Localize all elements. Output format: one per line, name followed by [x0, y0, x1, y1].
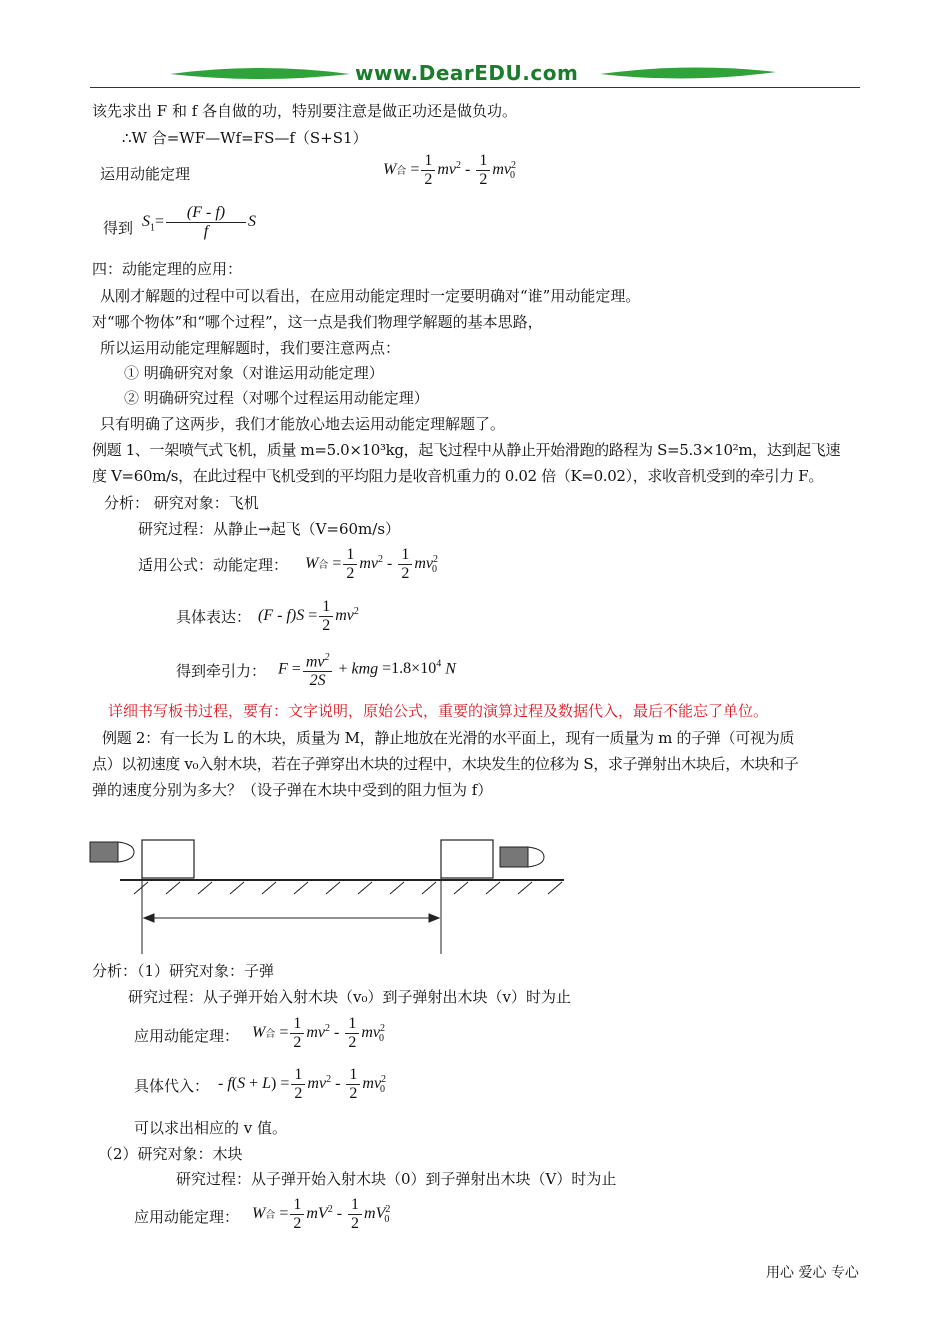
section-4-heading: 四：动能定理的应用： — [92, 260, 243, 278]
example-1-line-1: 例题 1、一架喷气式飞机，质量 m=5.0×10³kg，起飞过程中从静止开始滑跑的路程为 S=5.3×10²m，达到起飞速 — [92, 441, 841, 459]
list-item-1: ① 明确研究对象（对谁运用动能定理） — [124, 364, 384, 382]
bullet-block-diagram — [86, 832, 576, 958]
bullet-right — [500, 847, 544, 867]
text-line-4: 得到 — [103, 219, 134, 237]
analysis-b3: 应用动能定理： — [134, 1027, 240, 1045]
analysis-b8: 应用动能定理： — [134, 1208, 240, 1226]
analysis-3: 适用公式：动能定理： — [138, 556, 289, 574]
equation-expression: (F - f)S = $\frac{1}{2}$ $mv^2$ — [258, 598, 359, 634]
footer-text: 用心 爱心 专心 — [766, 1265, 859, 1281]
red-note: 详细书写板书过程，要有：文字说明，原始公式，重要的演算过程及数据代入，最后不能忘了单位。 — [108, 702, 769, 720]
equation-work-energy-3: W合 = $\frac{1}{2}$ $mv^2$ - $\frac{1}{2}$ $mv^2_0$ — [252, 1015, 385, 1051]
equation-work-energy-2: W合 = $\frac{1}{2}$ $mv^2$ - $\frac{1}{2}$ $mv^2_0$ — [305, 546, 438, 582]
analysis-b7: 研究过程：从子弹开始入射木块（0）到子弹射出木块（V）时为止 — [176, 1170, 617, 1188]
analysis-b6: （2）研究对象：木块 — [98, 1145, 243, 1163]
header-rule — [90, 87, 860, 88]
example-1-line-2: 度 V=60m/s，在此过程中飞机受到的平均阻力是收音机重力的 0.02 倍（K=0.02），求收音机受到的牵引力 F。 — [92, 467, 824, 485]
analysis-1: 分析： 研究对象：飞机 — [104, 494, 259, 512]
analysis-b5: 可以求出相应的 v 值。 — [134, 1119, 288, 1137]
paragraph-2: 对“哪个物体”和“哪个过程”，这一点是我们物理学解题的基本思路， — [92, 313, 543, 331]
analysis-b4: 具体代入： — [134, 1077, 210, 1095]
block-start — [142, 840, 194, 878]
text-line-1: 该先求出 F 和 f 各自做的功，特别要注意是做正功还是做负功。 — [92, 102, 518, 120]
analysis-b1: 分析：（1）研究对象：子弹 — [92, 962, 275, 980]
header-logo-text: www.DearEDU.com — [355, 61, 579, 85]
equation-traction: F = $\frac{mv^2}{2S}$ + kmg $=1.8\times 10^4$ N — [278, 649, 456, 690]
paragraph-1: 从刚才解题的过程中可以看出，在应用动能定理时一定要明确对“谁”用动能定理。 — [100, 287, 641, 305]
analysis-2: 研究过程：从静止→起飞（V=60m/s） — [138, 520, 401, 538]
list-item-2: ② 明确研究过程（对哪个过程运用动能定理） — [124, 389, 429, 407]
bullet-left — [90, 842, 134, 862]
equation-work-energy-1: W合 = $\frac{1}{2}$ $mv^2$ - $\frac{1}{2}$ $mv^2_0$ — [383, 152, 516, 188]
analysis-b2: 研究过程：从子弹开始入射木块（v₀）到子弹射出木块（v）时为止 — [128, 988, 571, 1006]
paragraph-3: 所以运用动能定理解题时，我们要注意两点： — [100, 339, 401, 357]
analysis-5: 得到牵引力： — [176, 662, 267, 680]
equation-substitution: - f(S + L) = $\frac{1}{2}$ $mv^2$ - $\frac{1}{2}$ $mv^2_0$ — [218, 1066, 387, 1102]
example-2-line-3: 弹的速度分别为多大？（设子弹在木块中受到的阻力恒为 f） — [92, 781, 493, 799]
example-2-line-2: 点）以初速度 v₀入射木块，若在子弹穿出木块的过程中，木块发生的位移为 S，求子弹射出木块后，木块和子 — [92, 755, 799, 773]
text-line-3: 运用动能定理 — [100, 165, 191, 183]
equation-work-energy-4: W合 = $\frac{1}{2}$ $mV^2$ - $\frac{1}{2}$ $mV^2_0$ — [252, 1196, 391, 1232]
analysis-4: 具体表达： — [176, 608, 252, 626]
text-line-2: ∴W 合=WF—Wf=FS—f（S+S1） — [122, 129, 368, 147]
paragraph-4: 只有明确了这两步，我们才能放心地去运用动能定理解题了。 — [100, 415, 506, 433]
block-end — [441, 840, 493, 878]
ground-hatching — [134, 882, 562, 894]
example-2-line-1: 例题 2：有一长为 L 的木块，质量为 M，静止地放在光滑的水平面上，现有一质量为 m 的子弹（可视为质 — [102, 729, 795, 747]
equation-s1: $S_1=$ $\frac{(F - f)}{f}$ S — [142, 204, 257, 240]
displacement-arrow — [144, 914, 439, 922]
